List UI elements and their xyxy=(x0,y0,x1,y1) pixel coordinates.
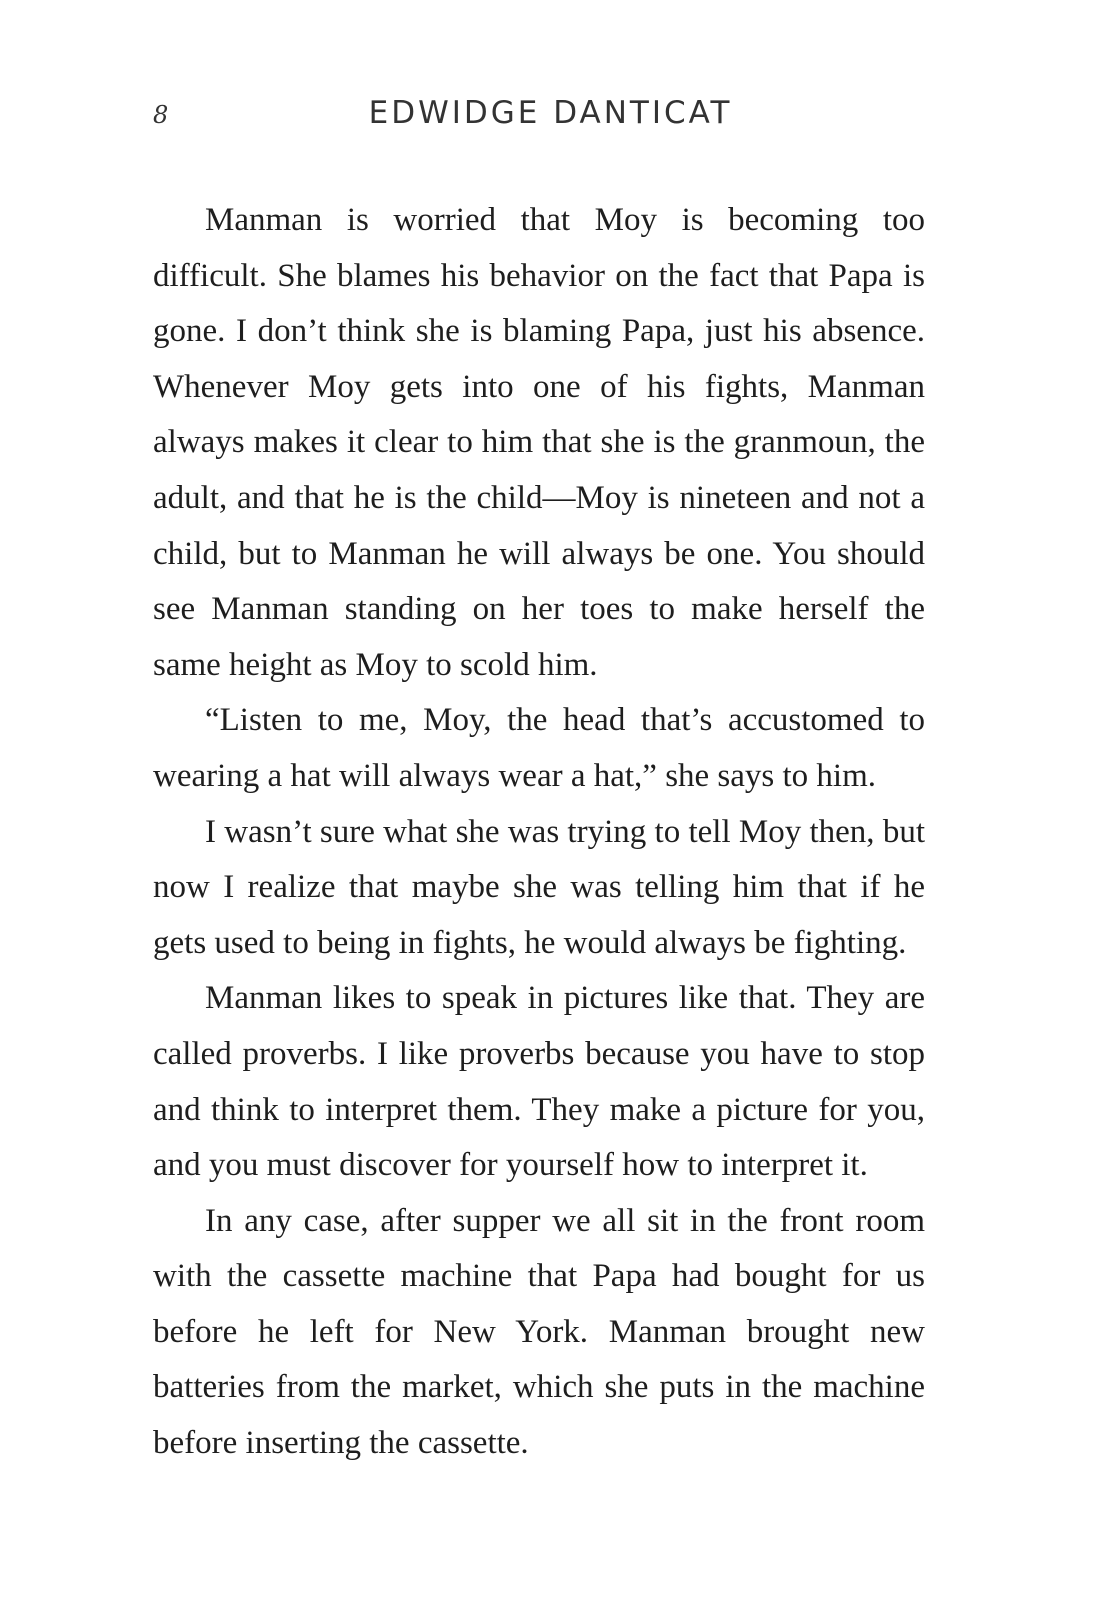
paragraph: “Listen to me, Moy, the head that’s accustomed to wearing a hat will always wear a hat,” she says to him. xyxy=(153,702,925,794)
page-number: 8 xyxy=(153,101,169,129)
paragraph: I wasn’t sure what she was trying to tell Moy then, but now I realize that maybe she was telling him that if he gets used to being in fights, he would always be fighting. xyxy=(153,813,925,961)
author-name: EDWIDGE DANTICAT xyxy=(368,95,733,131)
body-text xyxy=(153,193,925,1472)
paragraph: In any case, after supper we all sit in the front room with the cassette machine that Papa had bought for us before he left for New York. Manman brought new batteries from the market, which she puts in the machine before inserting the cassette. xyxy=(153,1202,925,1462)
running-head xyxy=(0,95,1101,135)
paragraph: Manman is worried that Moy is becoming too difficult. She blames his behavior on the fact that Papa is gone. I don’t think she is blaming Papa, just his absence. Whenever Moy gets into one of his fights, Manman always makes it clear to him that she is the granmoun, the adult, and that he is the child—Moy is nineteen and not a child, but to Manman he will always be one. You should see Manman standing on her toes to make herself the same height as Moy to scold him. xyxy=(153,202,925,683)
paragraph: Manman likes to speak in pictures like that. They are called proverbs. I like proverbs because you have to stop and think to interpret them. They make a picture for you, and you must discover for yourself how to interpret it. xyxy=(153,980,925,1184)
